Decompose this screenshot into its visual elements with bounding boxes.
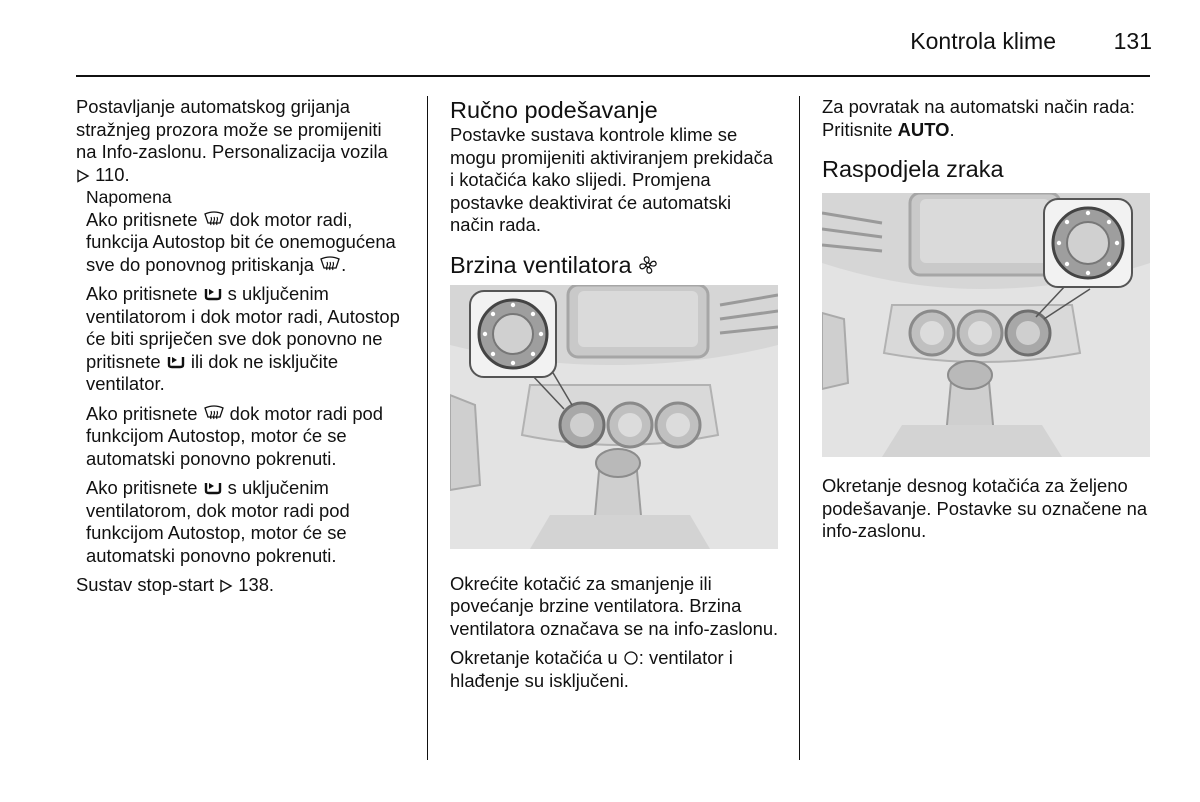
heading-manual-settings: Ručno podešavanje <box>450 97 658 123</box>
auto-button-label: AUTO <box>897 118 950 140</box>
rear-window-heat-icon <box>203 405 225 422</box>
paragraph-rear-window: Postavljanje automatskog grijanja stražnjeg prozora može se promijeniti na Info-zaslonu. Personalizacija vozila 110. <box>76 96 388 185</box>
rear-window-heat-icon <box>203 211 225 228</box>
column-divider-2 <box>799 96 800 760</box>
air-recirculation-icon <box>166 354 186 370</box>
rear-window-heat-icon <box>319 256 341 273</box>
note-box <box>86 186 406 567</box>
paragraph-auto-mode: Za povratak na automatski način rada: Pritisnite AUTO. <box>822 96 1135 140</box>
fan-icon <box>638 255 658 275</box>
air-recirculation-icon <box>203 286 223 302</box>
paragraph-manual-settings: Postavke sustava kontrole klime se mogu promijeniti aktiviranjem prekidača i kotačića kako slijedi. Promjena postavke deaktivirat će automatski način rada. <box>450 124 773 235</box>
note-paragraph-4: Ako pritisnete s uključenim ventilatorom, dok motor radi pod funkcijom Autostop, motor će se automatski ponovno pokrenuti. <box>86 477 350 566</box>
paragraph-fan-speed: Okrećite kotačić za smanjenje ili povećanje brzine ventilatora. Brzina ventilatora označava se na info-zaslonu. <box>450 572 779 639</box>
air-distribution-knob-illustration <box>822 193 1150 457</box>
reference-arrow-icon <box>219 579 233 593</box>
heading-fan-speed: Brzina ventilatora <box>450 251 780 279</box>
reference-arrow-icon <box>76 169 90 183</box>
paragraph-fan-off: Okretanje kotačića u : ventilator i hlađenje su isključeni. <box>450 647 733 691</box>
heading-air-distribution: Raspodjela zraka <box>822 156 1004 182</box>
column-right <box>822 96 1152 543</box>
note-paragraph-1: Ako pritisnete dok motor radi, funkcija Autostop bit će onemogućena sve do ponovnog pritiskanja . <box>86 208 396 275</box>
paragraph-stop-start: Sustav stop-start 138. <box>76 574 275 595</box>
paragraph-air-distribution: Okretanje desnog kotačića za željeno podešavanje. Postavke su označene na info-zaslonu. <box>822 475 1148 541</box>
page-number: 131 <box>1113 28 1152 54</box>
note-title: Napomena <box>86 187 172 207</box>
note-paragraph-3: Ako pritisnete dok motor radi pod funkcijom Autostop, motor će se automatski ponovno pokrenuti. <box>86 402 384 469</box>
page-header-title: Kontrola klime <box>910 28 1056 54</box>
air-recirculation-icon <box>203 480 223 496</box>
column-middle <box>450 96 780 692</box>
off-circle-icon <box>623 650 639 666</box>
fan-speed-knob-illustration <box>450 285 778 549</box>
note-paragraph-2: Ako pritisnete s uključenim ventilatorom i dok motor radi, Autostop će biti spriječen sve dok ponovno ne pritisnete ili dok ne isključite ventilator. <box>86 283 400 394</box>
header-rule <box>76 75 1150 77</box>
column-divider-1 <box>427 96 428 760</box>
column-left <box>76 96 406 597</box>
